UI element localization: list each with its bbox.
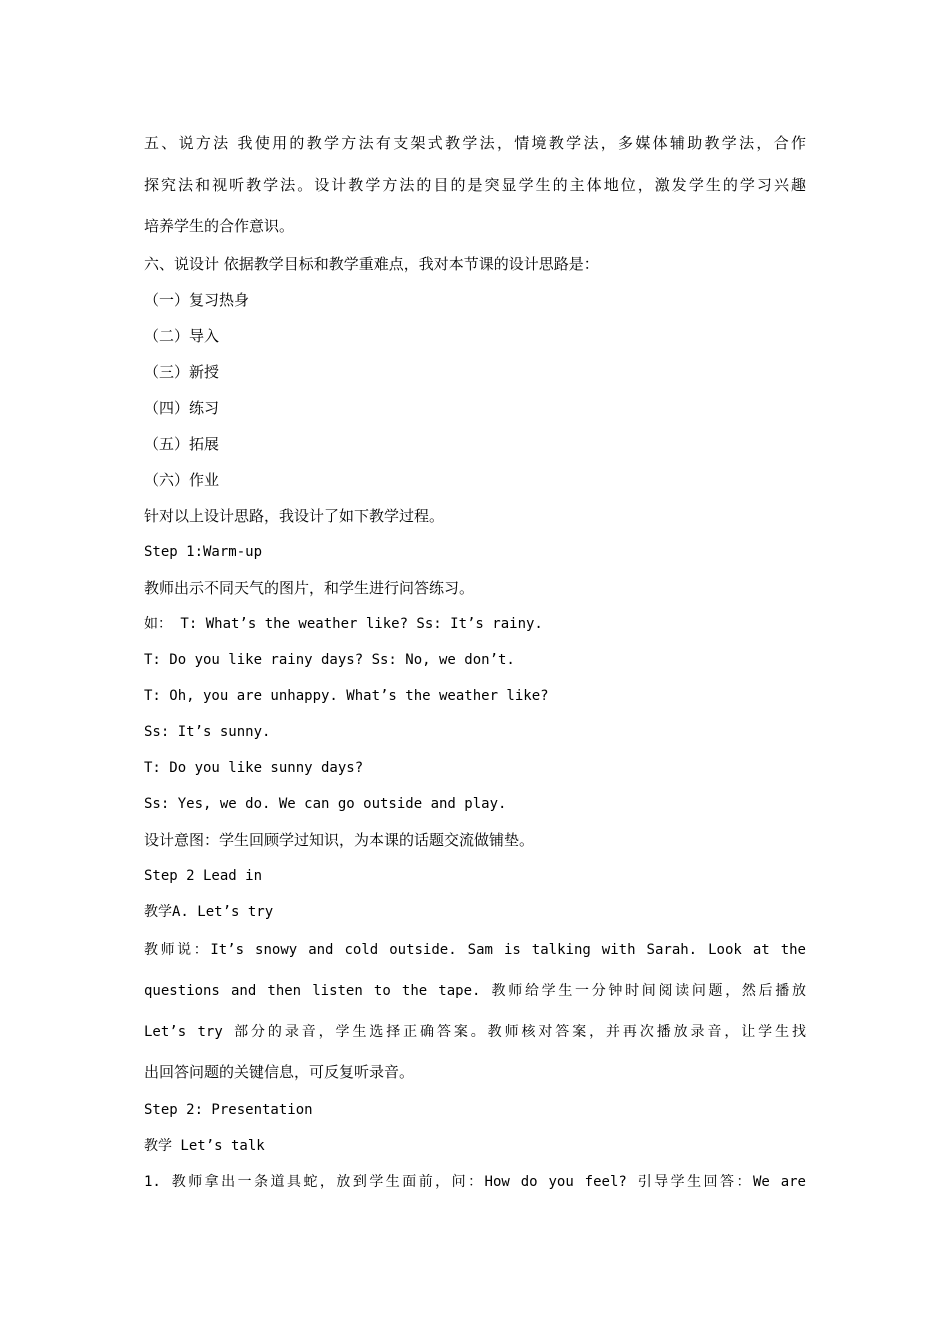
dialogue-line-6: Ss: Yes, we do. We can go outside and play. [144,796,507,812]
lets-try-line-2: questions and then listen to the tape. 教师给学生一分钟时间阅读问题，然后播放 [144,983,806,999]
lets-try-heading: 教学A. Let’s try [144,904,274,920]
outline-item-6: （六）作业 [144,471,220,489]
outline-item-1: （一）复习热身 [144,291,250,309]
process-intro: 针对以上设计思路，我设计了如下教学过程。 [144,507,445,525]
design-intent: 设计意图：学生回顾学过知识，为本课的话题交流做铺垫。 [144,831,535,849]
dialogue-line-1: 如： T: What’s the weather like? Ss: It’s rainy. [144,616,543,632]
step-1-heading: Step 1:Warm-up [144,544,263,560]
document-body [144,123,806,1200]
paragraph-methods-line-3: 培养学生的合作意识。 [144,217,295,235]
dialogue-line-4: Ss: It’s sunny. [144,724,271,740]
lets-talk-heading: 教学 Let’s talk [144,1138,265,1154]
presentation-heading: Step 2: Presentation [144,1102,313,1118]
outline-item-4: （四）练习 [144,399,220,417]
dialogue-line-3: T: Oh, you are unhappy. What’s the weather like? [144,688,549,704]
step-1-description: 教师出示不同天气的图片，和学生进行问答练习。 [144,579,475,597]
paragraph-methods-line-1: 五、说方法 我使用的教学方法有支架式教学法，情境教学法，多媒体辅助教学法，合作 [144,134,806,152]
paragraph-methods-line-2: 探究法和视听教学法。设计教学方法的目的是突显学生的主体地位，激发学生的学习兴趣 [144,176,806,194]
step-2-heading: Step 2 Lead in [144,868,263,884]
outline-item-2: （二）导入 [144,327,220,345]
lets-try-line-4: 出回答问题的关键信息，可反复听录音。 [144,1063,415,1081]
dialogue-line-5: T: Do you like sunny days? [144,760,364,776]
lets-try-line-3: Let’s try 部分的录音，学生选择正确答案。教师核对答案，并再次播放录音，让学生找 [144,1024,806,1040]
lets-talk-line-1: 1. 教师拿出一条道具蛇，放到学生面前，问：How do you feel? 引导学生回答：We are [144,1174,806,1190]
lets-try-line-1: 教师说：It’s snowy and cold outside. Sam is talking with Sarah. Look at the [144,942,806,958]
dialogue-line-2: T: Do you like rainy days? Ss: No, we don’t. [144,652,515,668]
heading-design: 六、说设计 依据教学目标和教学重难点，我对本节课的设计思路是： [144,255,599,273]
outline-item-3: （三）新授 [144,363,220,381]
outline-item-5: （五）拓展 [144,435,220,453]
